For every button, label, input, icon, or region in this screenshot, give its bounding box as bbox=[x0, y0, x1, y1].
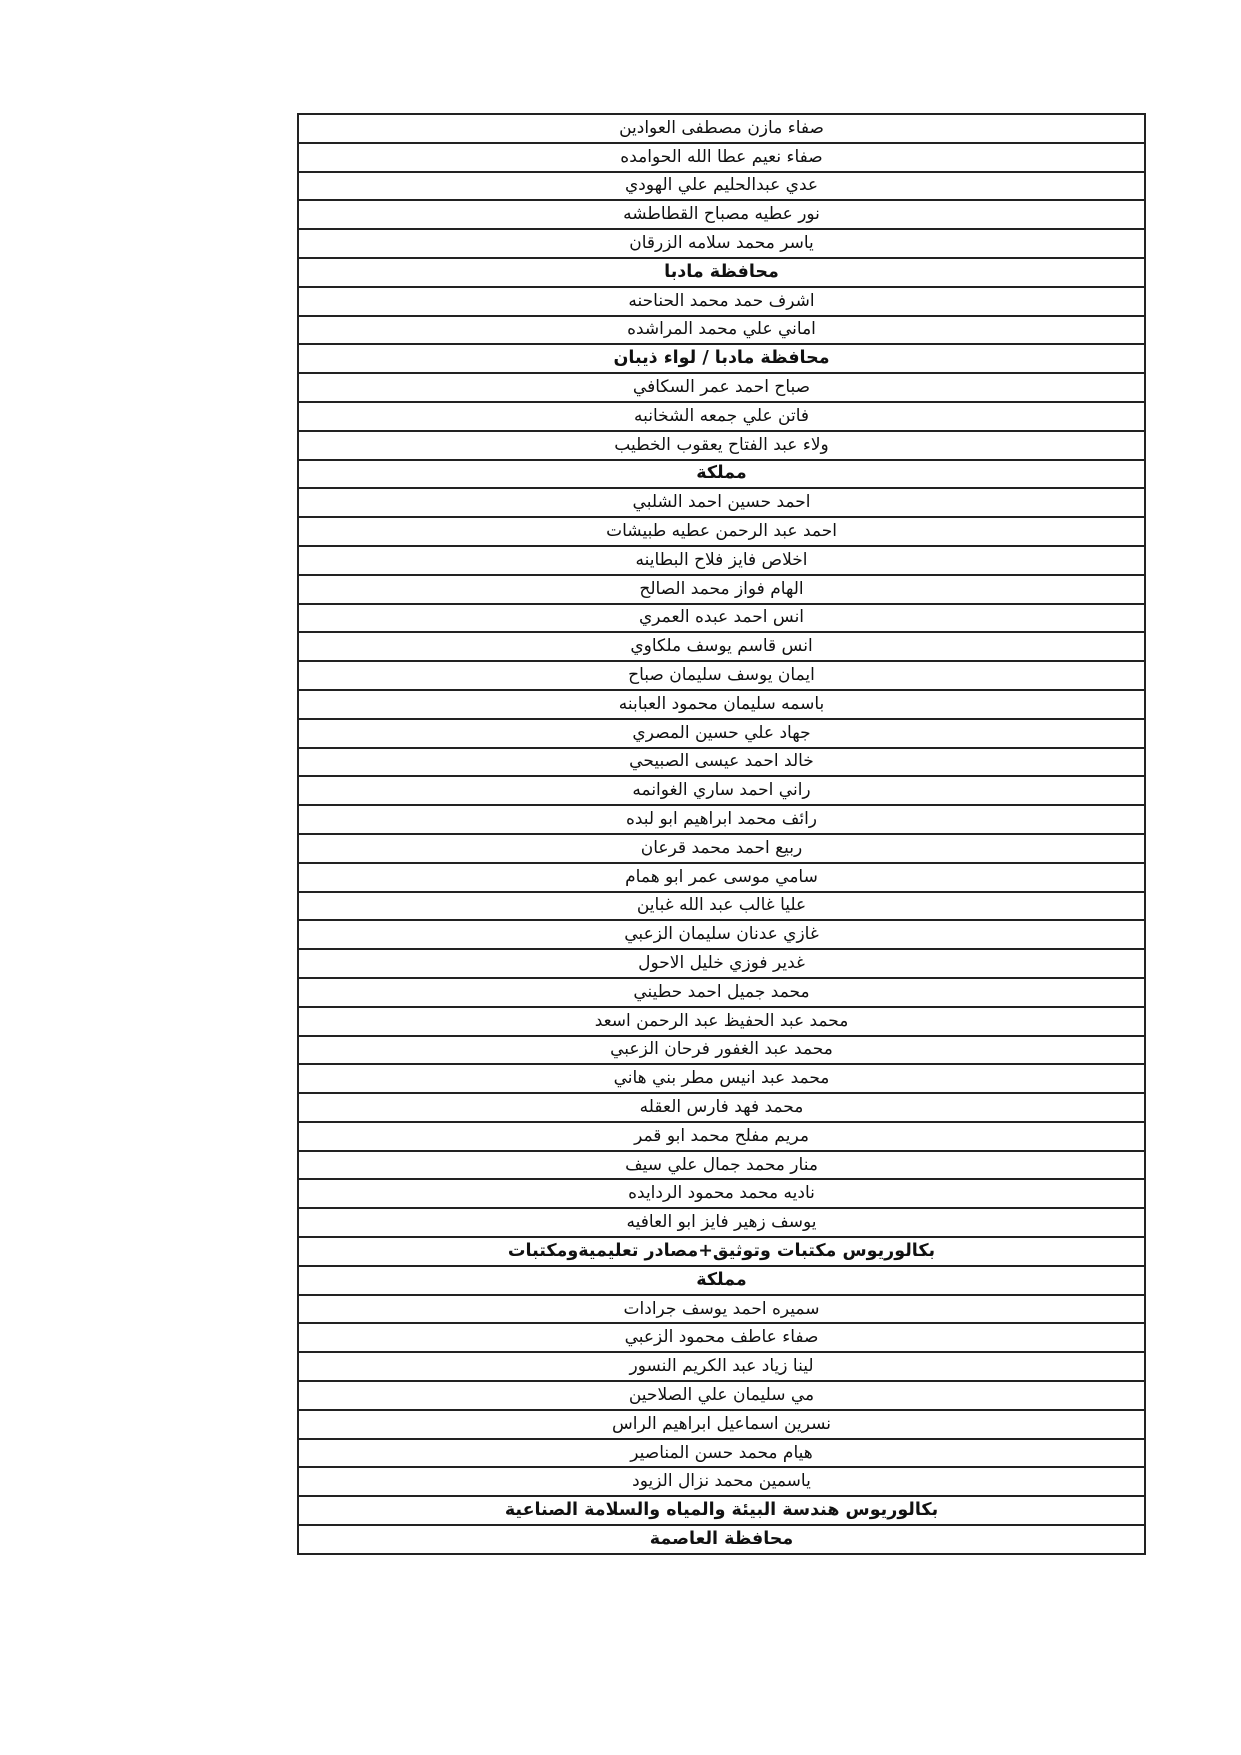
name-text: اماني علي محمد المراشده bbox=[627, 319, 816, 340]
name-text: ايمان يوسف سليمان صباح bbox=[628, 665, 815, 686]
name-row bbox=[299, 1065, 1144, 1094]
name-row bbox=[299, 144, 1144, 173]
name-text: محمد جميل احمد حطيني bbox=[633, 981, 810, 1002]
name-row bbox=[299, 1094, 1144, 1123]
name-row bbox=[299, 662, 1144, 691]
name-row bbox=[299, 1037, 1144, 1066]
name-text: محمد عبد الغفور فرحان الزعبي bbox=[610, 1039, 833, 1060]
name-row bbox=[299, 777, 1144, 806]
name-text: انس قاسم يوسف ملكاوي bbox=[630, 636, 813, 657]
name-row bbox=[299, 173, 1144, 202]
name-text: نسرين اسماعيل ابراهيم الراس bbox=[612, 1413, 832, 1434]
name-text: محمد فهد فارس العقله bbox=[639, 1096, 804, 1117]
section-header-row bbox=[299, 259, 1144, 288]
name-text: سميره احمد يوسف جرادات bbox=[623, 1298, 820, 1319]
name-row bbox=[299, 317, 1144, 346]
name-text: صباح احمد عمر السكافي bbox=[632, 377, 811, 398]
name-row bbox=[299, 1353, 1144, 1382]
name-row bbox=[299, 1296, 1144, 1325]
name-row bbox=[299, 1382, 1144, 1411]
name-row bbox=[299, 489, 1144, 518]
name-row bbox=[299, 115, 1144, 144]
name-row bbox=[299, 979, 1144, 1008]
name-row bbox=[299, 893, 1144, 922]
name-row bbox=[299, 950, 1144, 979]
name-text: ربيع احمد محمد قرعان bbox=[640, 837, 803, 858]
name-row bbox=[299, 201, 1144, 230]
name-text: منار محمد جمال علي سيف bbox=[625, 1154, 818, 1175]
name-row bbox=[299, 576, 1144, 605]
name-row bbox=[299, 691, 1144, 720]
name-text: ناديه محمد محمود الردايده bbox=[628, 1183, 815, 1204]
name-row bbox=[299, 374, 1144, 403]
names-table bbox=[297, 113, 1146, 1555]
name-text: انس احمد عبده العمري bbox=[638, 607, 805, 628]
name-text: عدي عبدالحليم علي الهودي bbox=[624, 175, 819, 196]
section-header-row bbox=[299, 1497, 1144, 1526]
name-row bbox=[299, 1411, 1144, 1440]
name-row bbox=[299, 864, 1144, 893]
name-text: نور عطيه مصباح القطاطشه bbox=[623, 204, 820, 225]
name-text: غازي عدنان سليمان الزعبي bbox=[624, 924, 819, 945]
name-row bbox=[299, 1152, 1144, 1181]
name-row bbox=[299, 403, 1144, 432]
name-text: فاتن علي جمعه الشخانبه bbox=[634, 405, 809, 426]
name-row bbox=[299, 1440, 1144, 1469]
name-text: جهاد علي حسين المصري bbox=[632, 722, 811, 743]
name-text: هيام محمد حسن المناصير bbox=[630, 1442, 813, 1463]
name-text: اخلاص فايز فلاح البطاينه bbox=[635, 549, 808, 570]
name-text: ياسر محمد سلامه الزرقان bbox=[629, 233, 814, 254]
name-text: رائف محمد ابراهيم ابو لبده bbox=[625, 809, 818, 830]
name-text: سامي موسى عمر ابو همام bbox=[625, 866, 818, 887]
name-row bbox=[299, 1209, 1144, 1238]
name-row bbox=[299, 921, 1144, 950]
name-row bbox=[299, 518, 1144, 547]
section-header-text: بكالوريوس مكتبات وتوثيق+مصادر تعليميةومكتبات bbox=[507, 1240, 936, 1261]
name-text: محمد عبد الحفيظ عبد الرحمن اسعد bbox=[594, 1010, 849, 1031]
name-row bbox=[299, 1123, 1144, 1152]
name-row bbox=[299, 230, 1144, 259]
section-header-text: بكالوريوس هندسة البيئة والمياه والسلامة الصناعية bbox=[504, 1499, 939, 1520]
name-text: صفاء مازن مصطفى العوادين bbox=[619, 117, 824, 138]
name-text: احمد حسين احمد الشلبي bbox=[632, 492, 811, 513]
section-header-row bbox=[299, 1526, 1144, 1555]
name-row bbox=[299, 720, 1144, 749]
name-row bbox=[299, 288, 1144, 317]
name-text: الهام فواز محمد الصالح bbox=[639, 578, 804, 599]
name-row bbox=[299, 835, 1144, 864]
name-text: خالد احمد عيسى الصبيحي bbox=[629, 751, 814, 772]
name-text: لينا زياد عبد الكريم النسور bbox=[629, 1356, 814, 1377]
section-header-row bbox=[299, 1238, 1144, 1267]
name-row bbox=[299, 605, 1144, 634]
section-header-row bbox=[299, 345, 1144, 374]
name-text: مريم مفلح محمد ابو قمر bbox=[634, 1125, 809, 1146]
name-row bbox=[299, 806, 1144, 835]
section-header-row bbox=[299, 1267, 1144, 1296]
name-row bbox=[299, 1324, 1144, 1353]
name-row bbox=[299, 1180, 1144, 1209]
name-text: ياسمين محمد نزال الزيود bbox=[632, 1471, 811, 1492]
name-row bbox=[299, 547, 1144, 576]
name-text: عليا غالب عبد الله غباين bbox=[636, 895, 807, 916]
name-text: باسمه سليمان محمود العبابنه bbox=[618, 693, 825, 714]
name-text: ولاء عبد الفتاح يعقوب الخطيب bbox=[614, 434, 829, 455]
name-text: احمد عبد الرحمن عطيه طبيشات bbox=[606, 521, 837, 542]
name-row bbox=[299, 633, 1144, 662]
name-text: يوسف زهير فايز ابو العافيه bbox=[626, 1212, 817, 1233]
section-header-text: محافظة مادبا bbox=[664, 261, 779, 282]
section-header-text: مملكة bbox=[696, 1269, 747, 1290]
section-header-row bbox=[299, 461, 1144, 490]
name-row bbox=[299, 749, 1144, 778]
name-row bbox=[299, 432, 1144, 461]
name-text: صفاء نعيم عطا الله الحوامده bbox=[620, 146, 823, 167]
name-text: راني احمد ساري الغوانمه bbox=[632, 780, 811, 801]
section-header-text: محافظة مادبا / لواء ذيبان bbox=[613, 348, 830, 369]
section-header-text: محافظة العاصمة bbox=[649, 1528, 794, 1549]
name-text: اشرف حمد محمد الحناحنه bbox=[628, 290, 815, 311]
name-text: صفاء عاطف محمود الزعبي bbox=[624, 1327, 819, 1348]
name-text: مي سليمان علي الصلاحين bbox=[628, 1384, 815, 1405]
name-text: غدير فوزي خليل الاحول bbox=[638, 953, 805, 973]
section-header-text: مملكة bbox=[696, 463, 747, 484]
name-row bbox=[299, 1468, 1144, 1497]
name-row bbox=[299, 1008, 1144, 1037]
name-text: محمد عبد انيس مطر بني هاني bbox=[613, 1068, 830, 1089]
